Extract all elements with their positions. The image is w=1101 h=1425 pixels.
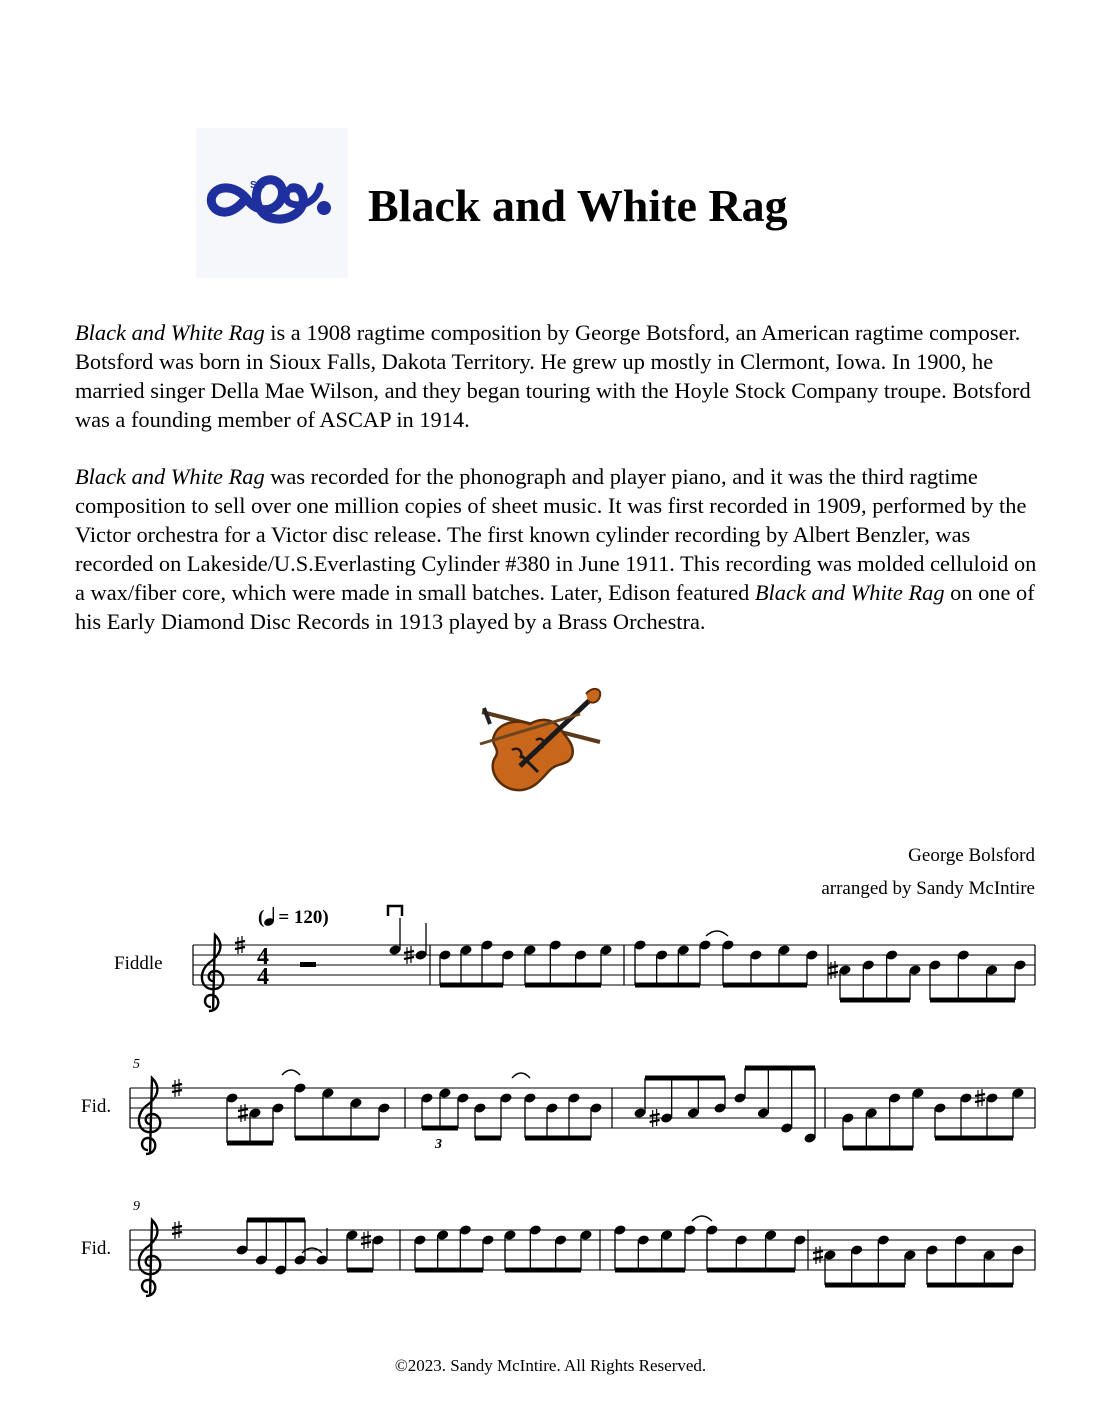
sharp-icon	[238, 1104, 248, 1122]
down-bow-icon	[388, 906, 402, 916]
composer-credit: George Bolsford	[908, 845, 1035, 866]
paragraph-text: is a 1908 ragtime composition by George Botsford, an American ragtime composer. Botsford was born in Sioux Falls, Dakota Territory. He grew up mostly in Clermont, Iowa. In 1900, he married singer Della Mae Wilson, and they began touring with the Hoyle Stock Company troupe. Botsford was a founding member of ASCAP in 1914.	[75, 320, 1031, 432]
sm-logo	[196, 128, 348, 278]
treble-clef-icon	[139, 1220, 160, 1296]
time-signature-top: 4	[257, 944, 269, 970]
italic-song-title: Black and White Rag	[754, 580, 945, 605]
tempo-value: = 120)	[278, 907, 329, 928]
triplet-number: 3	[435, 1137, 442, 1152]
tie	[706, 931, 728, 936]
music-staff-system-3	[0, 1185, 1101, 1315]
time-signature-bottom: 4	[257, 964, 269, 990]
intro-paragraph-1	[75, 318, 1045, 434]
instrument-label: Fid.	[81, 1096, 112, 1117]
paragraph-text: was recorded for the phonograph and player piano, and it was the third ragtime composition to sell over one million copies of sheet music. It was first recorded in 1909, performed by the Victor orchestra for a Victor disc release. The first known cylinder recording by Albert Benzler, was recorded on Lakeside/U.S.Everlasting Cylinder #380 in June 1911. This recording was molded celluloid on a wax/fiber core, which were made in small batches. Later, Edison featured	[75, 464, 1037, 605]
measure-number: 5	[133, 1057, 140, 1072]
music-staff-system-1	[0, 900, 1101, 1030]
half-rest-icon	[300, 962, 316, 967]
tie	[282, 1070, 300, 1075]
logo-text: SM	[250, 180, 265, 191]
intro-paragraph-2	[75, 462, 1045, 636]
tie	[692, 1216, 712, 1221]
violin-illustration	[460, 684, 605, 802]
arranger-credit: arranged by Sandy McIntire	[821, 878, 1035, 899]
italic-song-title: Black and White Rag	[75, 320, 265, 345]
paragraph-text: on one of his Early Diamond Disc Records in 1913 played by a Brass Orchestra.	[75, 580, 1035, 634]
copyright-notice: ©2023. Sandy McIntire. All Rights Reserved.	[394, 1356, 707, 1375]
instrument-label: Fiddle	[114, 953, 163, 974]
treble-clef-icon	[202, 935, 223, 1011]
page-title: Black and White Rag	[368, 180, 788, 231]
measure-number: 9	[133, 1199, 140, 1214]
tie	[512, 1073, 530, 1078]
instrument-label: Fid.	[81, 1238, 112, 1259]
sharp-icon	[813, 1246, 823, 1264]
italic-song-title: Black and White Rag	[75, 464, 265, 489]
sharp-icon	[828, 961, 838, 979]
treble-clef-icon	[139, 1078, 160, 1154]
music-staff-system-2	[0, 1043, 1101, 1173]
tempo-paren: (	[258, 907, 265, 928]
